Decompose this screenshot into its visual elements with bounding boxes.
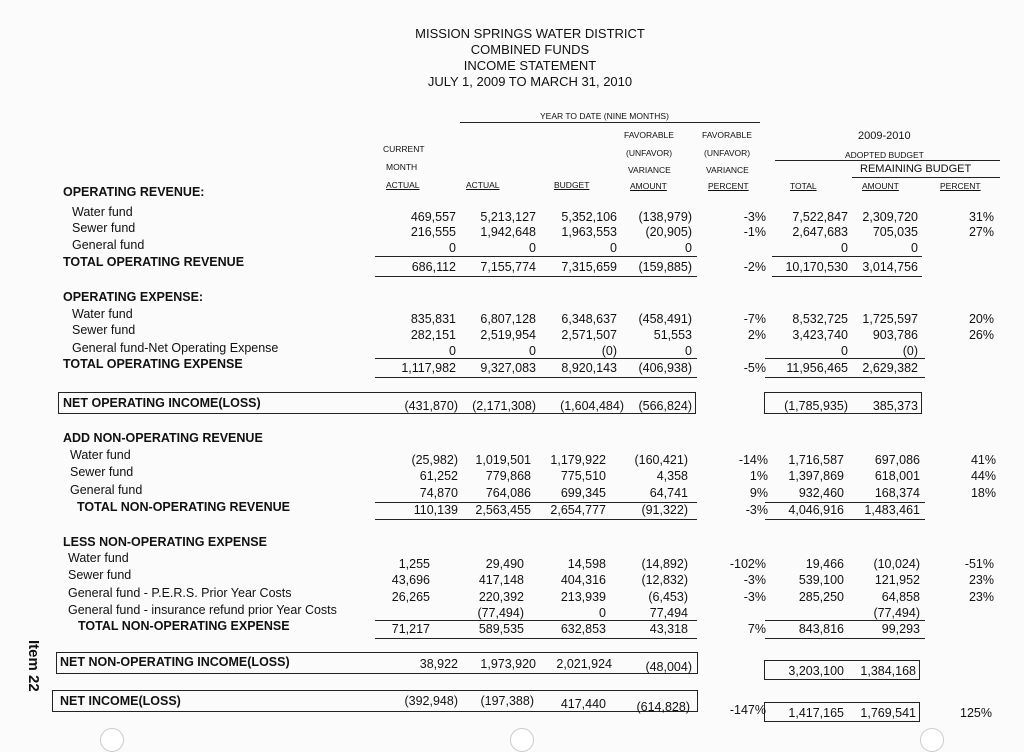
- cell-variance: (48,004): [645, 660, 692, 674]
- cell-amount: 903,786: [872, 328, 918, 342]
- cell-current: 38,922: [419, 657, 458, 671]
- cell-budget: 5,352,106: [561, 210, 617, 224]
- cell-actual: 9,327,083: [480, 361, 536, 375]
- cell-total: (1,785,935): [784, 399, 848, 413]
- cell-amount: (77,494): [873, 606, 920, 620]
- row-label: LESS NON-OPERATING EXPENSE: [63, 535, 267, 549]
- title-line-1: MISSION SPRINGS WATER DISTRICT: [415, 26, 645, 41]
- cell-current: 26,265: [391, 590, 430, 604]
- row-label: Sewer fund: [70, 465, 134, 479]
- cell-actual: 764,086: [485, 486, 531, 500]
- cell-actual: 1,019,501: [475, 453, 531, 467]
- punch-hole: [100, 728, 124, 752]
- cell-amount: 618,001: [874, 469, 920, 483]
- cell-budget: 404,316: [560, 573, 606, 587]
- row-label: OPERATING REVENUE:: [63, 185, 205, 199]
- cell-budget: (0): [601, 344, 617, 358]
- cell-budget: 1,179,922: [550, 453, 606, 467]
- cell-total: 11,956,465: [786, 361, 848, 375]
- cell-current: (431,870): [404, 399, 458, 413]
- row-label: NET OPERATING INCOME(LOSS): [63, 396, 261, 410]
- cell-var-pct: -3%: [743, 573, 766, 587]
- item-tag: Item 22: [25, 640, 42, 692]
- cell-total: 539,100: [798, 573, 844, 587]
- cell-actual: 2,519,954: [480, 328, 536, 342]
- cell-var-pct: -2%: [743, 260, 766, 274]
- cell-budget: (1,604,484): [560, 399, 624, 413]
- cell-amount: 2,309,720: [862, 210, 918, 224]
- cell-budget: 417,440: [560, 697, 606, 711]
- current-header-2: MONTH: [386, 162, 418, 172]
- cell-pct: 23%: [968, 573, 994, 587]
- row-label: Water fund: [72, 307, 133, 321]
- percent-header: PERCENT: [940, 181, 981, 191]
- cell-variance: (14,892): [641, 557, 688, 571]
- cell-actual: 1,973,920: [480, 657, 536, 671]
- cell-actual: 2,563,455: [475, 503, 531, 517]
- row-label: OPERATING EXPENSE:: [63, 290, 204, 304]
- cell-var-pct: -5%: [743, 361, 766, 375]
- cell-current: 1,117,982: [401, 361, 456, 375]
- cell-var-pct: 1%: [749, 469, 768, 483]
- cell-current: 43,696: [391, 573, 430, 587]
- cell-pct: -51%: [964, 557, 994, 571]
- cell-current: 0: [449, 344, 456, 358]
- cell-actual: 6,807,128: [480, 312, 536, 326]
- total-header: TOTAL: [790, 181, 817, 191]
- cell-budget: 632,853: [560, 622, 606, 636]
- cell-amount: 64,858: [881, 590, 920, 604]
- cell-budget: 7,315,659: [561, 260, 617, 274]
- cell-current: 686,112: [411, 260, 456, 274]
- fav-amount-header-1: FAVORABLE: [624, 130, 674, 140]
- cell-amount: (0): [902, 344, 918, 358]
- cell-variance: (406,938): [638, 361, 692, 375]
- fav-amount-header-4: AMOUNT: [630, 181, 667, 191]
- cell-var-pct: 9%: [749, 486, 768, 500]
- cell-actual: 417,148: [478, 573, 524, 587]
- cell-amount: 2,629,382: [862, 361, 918, 375]
- cell-budget: 14,598: [567, 557, 606, 571]
- cell-var-pct: -3%: [743, 590, 766, 604]
- adopted-budget-header: ADOPTED BUDGET: [845, 150, 924, 160]
- cell-actual: (77,494): [477, 606, 524, 620]
- cell-total: 4,046,916: [788, 503, 844, 517]
- cell-amount: 168,374: [874, 486, 920, 500]
- fav-percent-header-2: (UNFAVOR): [704, 148, 751, 158]
- cell-var-pct: -102%: [729, 557, 766, 571]
- cell-amount: 697,086: [874, 453, 920, 467]
- cell-variance: (458,491): [638, 312, 692, 326]
- fav-percent-header-4: PERCENT: [708, 181, 749, 191]
- cell-variance: 0: [685, 344, 692, 358]
- row-label: NET INCOME(LOSS): [60, 694, 181, 708]
- cell-total: 10,170,530: [785, 260, 848, 274]
- cell-current: (392,948): [404, 694, 458, 708]
- row-label: General fund: [70, 483, 143, 497]
- cell-var-pct: 7%: [747, 622, 766, 636]
- cell-pct: 41%: [970, 453, 996, 467]
- cell-actual: 0: [529, 344, 536, 358]
- cell-actual: 29,490: [485, 557, 524, 571]
- cell-variance: (91,322): [641, 503, 688, 517]
- cell-variance: (566,824): [638, 399, 692, 413]
- title-line-4: JULY 1, 2009 TO MARCH 31, 2010: [427, 74, 633, 89]
- cell-total: 932,460: [798, 486, 844, 500]
- cell-variance: 77,494: [649, 606, 688, 620]
- cell-variance: (160,421): [634, 453, 688, 467]
- cell-budget: 1,963,553: [561, 225, 617, 239]
- row-label: TOTAL OPERATING EXPENSE: [63, 357, 243, 371]
- cell-variance: (138,979): [638, 210, 692, 224]
- cell-total: 2,647,683: [792, 225, 848, 239]
- row-label: ADD NON-OPERATING REVENUE: [63, 431, 263, 445]
- row-label: General fund - insurance refund prior Year Costs: [68, 603, 337, 617]
- cell-amount: 705,035: [872, 225, 918, 239]
- cell-var-pct: -14%: [738, 453, 768, 467]
- cell-variance: 0: [685, 241, 692, 255]
- cell-pct: 20%: [968, 312, 994, 326]
- cell-current: 71,217: [391, 622, 430, 636]
- row-label: Sewer fund: [68, 568, 132, 582]
- cell-budget: 2,654,777: [550, 503, 606, 517]
- adopted-rule: [775, 160, 1000, 161]
- row-label: General fund-Net Operating Expense: [72, 341, 279, 355]
- cell-budget: 8,920,143: [561, 361, 617, 375]
- amount-header: AMOUNT: [862, 181, 899, 191]
- row-label: TOTAL NON-OPERATING REVENUE: [77, 500, 290, 514]
- cell-budget: 2,571,507: [561, 328, 617, 342]
- cell-variance: 43,318: [649, 622, 688, 636]
- punch-hole: [510, 728, 534, 752]
- cell-total: 285,250: [798, 590, 844, 604]
- cell-var-pct: -7%: [743, 312, 766, 326]
- cell-pct: 44%: [970, 469, 996, 483]
- cell-total: 0: [841, 344, 848, 358]
- budget-year-header: 2009-2010: [858, 130, 911, 142]
- cell-actual: (197,388): [480, 694, 534, 708]
- cell-total: 8,532,725: [792, 312, 848, 326]
- punch-hole: [920, 728, 944, 752]
- current-header-1: CURRENT: [383, 144, 425, 154]
- fav-percent-header-1: FAVORABLE: [702, 130, 752, 140]
- cell-actual: 779,868: [485, 469, 531, 483]
- cell-var-pct: -3%: [745, 503, 768, 517]
- cell-amount: 3,014,756: [862, 260, 918, 274]
- cell-variance: (6,453): [648, 590, 688, 604]
- cell-variance: (159,885): [638, 260, 692, 274]
- cell-actual: 589,535: [478, 622, 524, 636]
- cell-current: (25,982): [411, 453, 458, 467]
- cell-var-pct: -147%: [729, 703, 766, 717]
- row-label: Water fund: [72, 205, 133, 219]
- cell-current: 74,870: [419, 486, 458, 500]
- cell-budget: 6,348,637: [561, 312, 617, 326]
- fav-amount-header-2: (UNFAVOR): [626, 148, 673, 158]
- cell-pct: 23%: [968, 590, 994, 604]
- ytd-rule: [460, 122, 760, 123]
- cell-budget: 775,510: [560, 469, 606, 483]
- cell-amount: 1,384,168: [860, 664, 916, 678]
- cell-total: 1,417,165: [788, 706, 844, 720]
- title-line-2: COMBINED FUNDS: [470, 42, 590, 57]
- remaining-budget-header: REMAINING BUDGET: [860, 163, 972, 175]
- cell-var-pct: 2%: [747, 328, 766, 342]
- cell-pct: 18%: [970, 486, 996, 500]
- fav-percent-header-3: VARIANCE: [706, 165, 749, 175]
- cell-var-pct: -1%: [743, 225, 766, 239]
- cell-actual: 5,213,127: [480, 210, 536, 224]
- cell-budget: 0: [599, 606, 606, 620]
- cell-current: 0: [449, 241, 456, 255]
- row-label: General fund - P.E.R.S. Prior Year Costs: [68, 586, 292, 600]
- row-label: Sewer fund: [72, 323, 136, 337]
- cell-budget: 213,939: [560, 590, 606, 604]
- cell-actual: 220,392: [478, 590, 524, 604]
- cell-amount: 1,769,541: [860, 706, 916, 720]
- cell-variance: (20,905): [645, 225, 692, 239]
- cell-total: 843,816: [798, 622, 844, 636]
- cell-total: 0: [841, 241, 848, 255]
- cell-current: 216,555: [410, 225, 456, 239]
- cell-variance: 51,553: [653, 328, 692, 342]
- cell-current: 1,255: [398, 557, 430, 571]
- cell-current: 110,139: [413, 503, 458, 517]
- cell-current: 835,831: [410, 312, 456, 326]
- ytd-header: YEAR TO DATE (NINE MONTHS): [540, 111, 669, 121]
- cell-pct: 26%: [968, 328, 994, 342]
- cell-amount: 99,293: [881, 622, 920, 636]
- row-label: Water fund: [70, 448, 131, 462]
- cell-actual: 0: [529, 241, 536, 255]
- cell-pct: 31%: [968, 210, 994, 224]
- title-line-3: INCOME STATEMENT: [463, 58, 597, 73]
- current-header-3: ACTUAL: [386, 180, 420, 190]
- cell-pct: 125%: [960, 706, 992, 720]
- cell-total: 1,397,869: [788, 469, 844, 483]
- cell-amount: 0: [911, 241, 918, 255]
- cell-variance: (12,832): [641, 573, 688, 587]
- cell-amount: 1,725,597: [862, 312, 918, 326]
- cell-total: 7,522,847: [792, 210, 848, 224]
- cell-variance: (614,828): [636, 700, 690, 714]
- cell-total: 3,423,740: [792, 328, 848, 342]
- cell-total: 19,466: [805, 557, 844, 571]
- cell-actual: 7,155,774: [480, 260, 536, 274]
- cell-variance: 64,741: [649, 486, 688, 500]
- cell-amount: 385,373: [872, 399, 918, 413]
- fav-amount-header-3: VARIANCE: [628, 165, 671, 175]
- cell-actual: 1,942,648: [480, 225, 536, 239]
- cell-pct: 27%: [968, 225, 994, 239]
- row-label: TOTAL NON-OPERATING EXPENSE: [78, 619, 290, 633]
- row-label: TOTAL OPERATING REVENUE: [63, 255, 245, 269]
- cell-current: 282,151: [410, 328, 456, 342]
- actual-header: ACTUAL: [466, 180, 500, 190]
- cell-total: 1,716,587: [788, 453, 844, 467]
- cell-budget: 0: [610, 241, 617, 255]
- cell-var-pct: -3%: [743, 210, 766, 224]
- cell-amount: 1,483,461: [864, 503, 920, 517]
- budget-header: BUDGET: [554, 180, 590, 190]
- row-label: Sewer fund: [72, 221, 136, 235]
- cell-variance: 4,358: [656, 469, 688, 483]
- row-label: Water fund: [68, 551, 129, 565]
- row-label: NET NON-OPERATING INCOME(LOSS): [60, 655, 290, 669]
- cell-amount: 121,952: [874, 573, 920, 587]
- row-label: General fund: [72, 238, 145, 252]
- cell-current: 469,557: [410, 210, 456, 224]
- remaining-rule: [852, 177, 1000, 178]
- cell-budget: 699,345: [560, 486, 606, 500]
- cell-actual: (2,171,308): [472, 399, 536, 413]
- cell-total: 3,203,100: [788, 664, 844, 678]
- cell-amount: (10,024): [873, 557, 920, 571]
- cell-budget: 2,021,924: [556, 657, 612, 671]
- cell-current: 61,252: [419, 469, 458, 483]
